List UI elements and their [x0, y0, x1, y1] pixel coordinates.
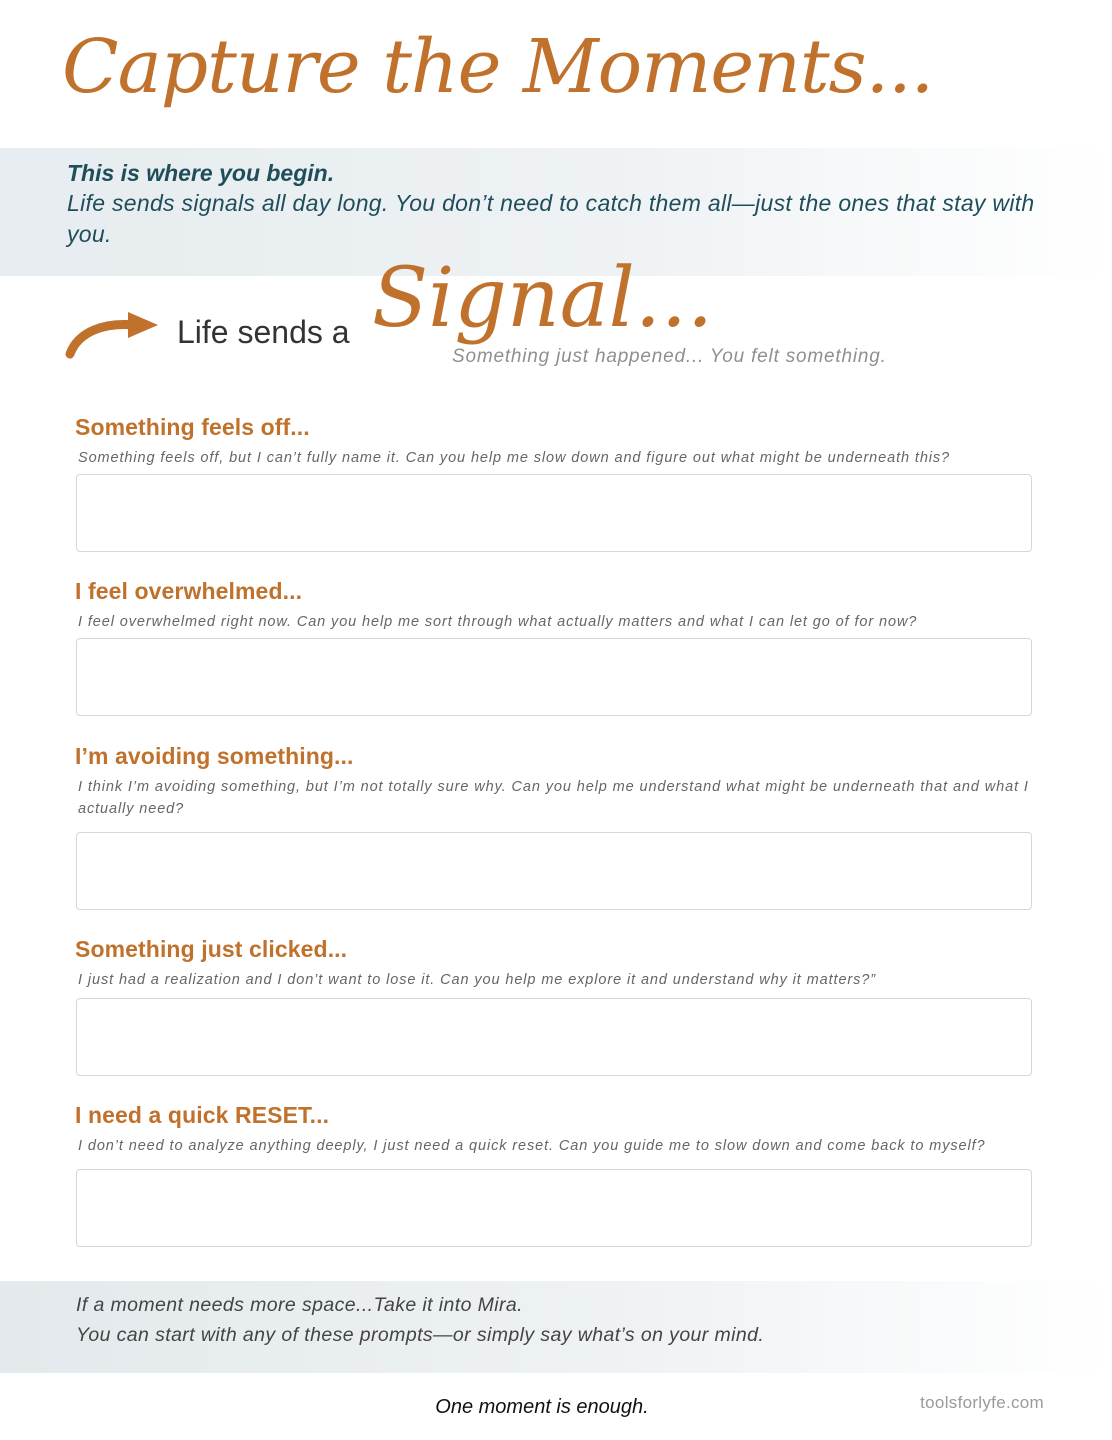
- section-prompt: I don’t need to analyze anything deeply, I just need a quick reset. Can you guide me to slow down and come back to myself?: [78, 1138, 986, 1154]
- answer-box-something-feels-off[interactable]: [76, 474, 1032, 552]
- section-heading: Something feels off...: [75, 414, 310, 440]
- intro-lead: This is where you begin.: [67, 160, 335, 186]
- section-something-feels-off: [75, 414, 1035, 469]
- section-prompt: I feel overwhelmed right now. Can you help me sort through what actually matters and what I can let go of for now?: [78, 614, 918, 630]
- signal-word: Signal...: [372, 251, 714, 346]
- section-avoiding: [75, 743, 1035, 820]
- answer-box-overwhelmed[interactable]: [76, 638, 1032, 716]
- section-quick-reset: [75, 1102, 1035, 1157]
- page-title: Capture the Moments...: [62, 24, 934, 110]
- section-prompt: Something feels off, but I can’t fully name it. Can you help me slow down and figure out what might be underneath this?: [78, 450, 951, 466]
- signal-subtitle: Something just happened... You felt something.: [452, 346, 887, 367]
- tagline: One moment is enough.: [435, 1396, 649, 1418]
- site-link[interactable]: toolsforlyfe.com: [920, 1393, 1044, 1412]
- intro-body: Life sends signals all day long. You don’t need to catch them all—just the ones that stay with you.: [67, 190, 1035, 247]
- arrow-icon: [64, 308, 164, 362]
- section-prompt: I think I’m avoiding something, but I’m not totally sure why. Can you help me understand what might be underneath that and what I actually need?: [78, 779, 1029, 817]
- answer-box-avoiding[interactable]: [76, 832, 1032, 910]
- section-just-clicked: [75, 936, 1035, 991]
- section-prompt: I just had a realization and I don’t want to lose it. Can you help me explore it and understand why it matters?”: [78, 972, 876, 988]
- section-overwhelmed: [75, 578, 1035, 633]
- answer-box-quick-reset[interactable]: [76, 1169, 1032, 1247]
- section-heading: I need a quick RESET...: [75, 1102, 330, 1128]
- section-heading: I’m avoiding something...: [75, 743, 354, 769]
- answer-box-just-clicked[interactable]: [76, 998, 1032, 1076]
- section-heading: I feel overwhelmed...: [75, 578, 303, 604]
- section-heading: Something just clicked...: [75, 936, 348, 962]
- footer-line-1: If a moment needs more space...Take it into Mira.: [76, 1294, 523, 1316]
- signal-lead: Life sends a: [177, 314, 350, 350]
- footer-line-2: You can start with any of these prompts—or simply say what’s on your mind.: [76, 1324, 765, 1346]
